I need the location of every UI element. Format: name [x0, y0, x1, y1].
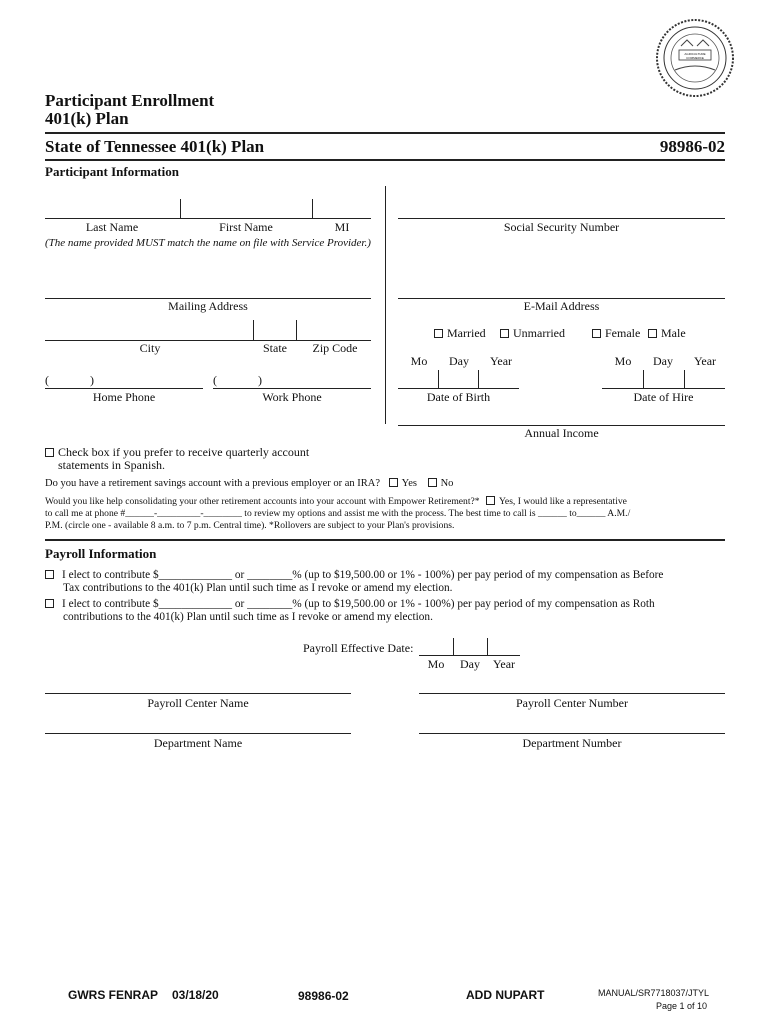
footer-plan-number: 98986-02 — [298, 989, 349, 1003]
state-separator — [296, 320, 297, 340]
doh-mo-label: Mo — [614, 354, 632, 368]
checkbox-icon — [500, 329, 509, 338]
payroll-center-name-label: Payroll Center Name — [147, 696, 249, 710]
female-checkbox[interactable]: Female — [592, 326, 640, 341]
doh-separator — [684, 370, 685, 388]
date-of-hire-field[interactable] — [602, 388, 725, 389]
plan-number: 98986-02 — [659, 137, 725, 156]
effective-year-label: Year — [492, 657, 516, 671]
unmarried-checkbox[interactable]: Unmarried — [500, 326, 565, 341]
work-phone-field[interactable] — [213, 388, 371, 389]
home-phone-field[interactable] — [45, 388, 203, 389]
plan-name: State of Tennessee 401(k) Plan — [45, 137, 265, 156]
payroll-divider — [45, 539, 725, 541]
home-phone-area-open: ( — [45, 373, 49, 387]
checkbox-icon — [428, 478, 437, 487]
phone-callback-field[interactable]: to call me at phone #______-_________-________ to review my options and assist me with the process. The best time to call is ______ to______ A.M./ — [45, 508, 631, 519]
mi-label: MI — [334, 220, 350, 234]
city-label: City — [139, 341, 161, 355]
first-name-label: First Name — [219, 220, 273, 234]
checkbox-icon — [389, 478, 398, 487]
checkbox-icon — [45, 448, 54, 457]
work-phone-area-open: ( — [213, 373, 217, 387]
department-name-field[interactable] — [45, 733, 351, 734]
prev-account-no-checkbox[interactable]: No — [428, 478, 454, 489]
checkbox-icon — [592, 329, 601, 338]
payroll-center-number-label: Payroll Center Number — [516, 696, 628, 710]
checkbox-icon — [648, 329, 657, 338]
state-seal — [655, 18, 735, 98]
form-title: Participant Enrollment — [45, 91, 215, 110]
annual-income-label: Annual Income — [524, 426, 599, 440]
doh-separator — [643, 370, 644, 388]
city-separator — [253, 320, 254, 340]
footer-form-code: GWRS FENRAP — [68, 988, 158, 1002]
footer-date: 03/18/20 — [172, 988, 219, 1002]
name-note: (The name provided MUST match the name on file with Service Provider.) — [45, 237, 371, 249]
state-label: State — [263, 341, 287, 355]
ssn-field[interactable] — [398, 218, 725, 219]
payroll-section-title: Payroll Information — [45, 546, 157, 561]
date-of-hire-label: Date of Hire — [633, 390, 694, 404]
effective-date-separator — [487, 638, 488, 655]
dob-separator — [478, 370, 479, 388]
email-label: E-Mail Address — [523, 299, 600, 313]
footer-add-nupart: ADD NUPART — [466, 988, 545, 1002]
married-checkbox[interactable]: Married — [434, 326, 486, 341]
form-subtitle: 401(k) Plan — [45, 109, 129, 128]
home-phone-label: Home Phone — [92, 390, 156, 404]
work-phone-area-close: ) — [258, 373, 262, 387]
doh-day-label: Day — [653, 354, 673, 368]
male-checkbox[interactable]: Male — [648, 326, 686, 341]
last-name-label: Last Name — [85, 220, 139, 234]
effective-day-label: Day — [460, 657, 480, 671]
checkbox-icon — [434, 329, 443, 338]
payroll-center-number-field[interactable] — [419, 693, 725, 694]
mailing-address-label: Mailing Address — [168, 299, 248, 313]
work-phone-label: Work Phone — [262, 390, 322, 404]
spanish-checkbox[interactable]: Check box if you prefer to receive quarterly account statements in Spanish. — [45, 446, 309, 472]
dob-mo-label: Mo — [410, 354, 428, 368]
plan-divider — [45, 159, 725, 161]
effective-date-separator — [453, 638, 454, 655]
dob-day-label: Day — [449, 354, 469, 368]
previous-account-question: Do you have a retirement savings account with a previous employer or an IRA? Yes No — [45, 478, 454, 489]
footer-manual: MANUAL/SR7718037/JTYL — [598, 988, 710, 998]
date-of-birth-field[interactable] — [398, 388, 519, 389]
ssn-label: Social Security Number — [503, 220, 620, 234]
name-field[interactable] — [45, 218, 371, 219]
dob-year-label: Year — [489, 354, 513, 368]
checkbox-icon — [45, 599, 54, 608]
department-number-label: Department Number — [522, 736, 622, 750]
roth-election[interactable]: I elect to contribute $_____________ or ________% (up to $19,500.00 or 1% - 100%) per pay period of my compensation as Roth contributions to the 401(k) Plan until such time as I revoke or amend my election. — [45, 598, 655, 624]
effective-mo-label: Mo — [427, 657, 445, 671]
department-number-field[interactable] — [419, 733, 725, 734]
before-tax-election[interactable]: I elect to contribute $_____________ or ________% (up to $19,500.00 or 1% - 100%) per pay period of my compensation as Before Tax contributions to the 401(k) Plan until such time as I revoke or amend my election. — [45, 569, 663, 595]
payroll-effective-date-label: Payroll Effective Date: — [303, 641, 414, 655]
doh-year-label: Year — [693, 354, 717, 368]
payroll-center-name-field[interactable] — [45, 693, 351, 694]
seal-text: AGRICULTURE COMMERCE — [684, 52, 706, 60]
consolidate-yes-checkbox[interactable]: Yes, I would like a representative — [486, 496, 627, 507]
department-name-label: Department Name — [153, 736, 243, 750]
date-of-birth-label: Date of Birth — [426, 390, 491, 404]
consolidation-question: Would you like help consolidating your other retirement accounts into your account with Empower Retirement?* Yes, I would like a representative to call me at phone #______-_________-________ to review my options and assist me with the process. The best time to call is ______ to______ A.M./ P.M. (circle one - available 8 a.m. to 7 p.m. Central time). *Rollovers are subject to your Plan's provisions. — [45, 496, 631, 531]
column-divider — [385, 186, 386, 424]
prev-account-yes-checkbox[interactable]: Yes — [389, 478, 417, 489]
payroll-effective-date-field[interactable] — [419, 655, 520, 656]
name-separator — [312, 199, 313, 218]
footer-page: Page 1 of 10 — [656, 1001, 708, 1011]
checkbox-icon — [486, 496, 495, 505]
home-phone-area-close: ) — [90, 373, 94, 387]
title-divider — [45, 132, 725, 134]
dob-separator — [438, 370, 439, 388]
zip-label: Zip Code — [312, 341, 358, 355]
name-separator — [180, 199, 181, 218]
participant-section-title: Participant Information — [45, 164, 179, 179]
checkbox-icon — [45, 570, 54, 579]
